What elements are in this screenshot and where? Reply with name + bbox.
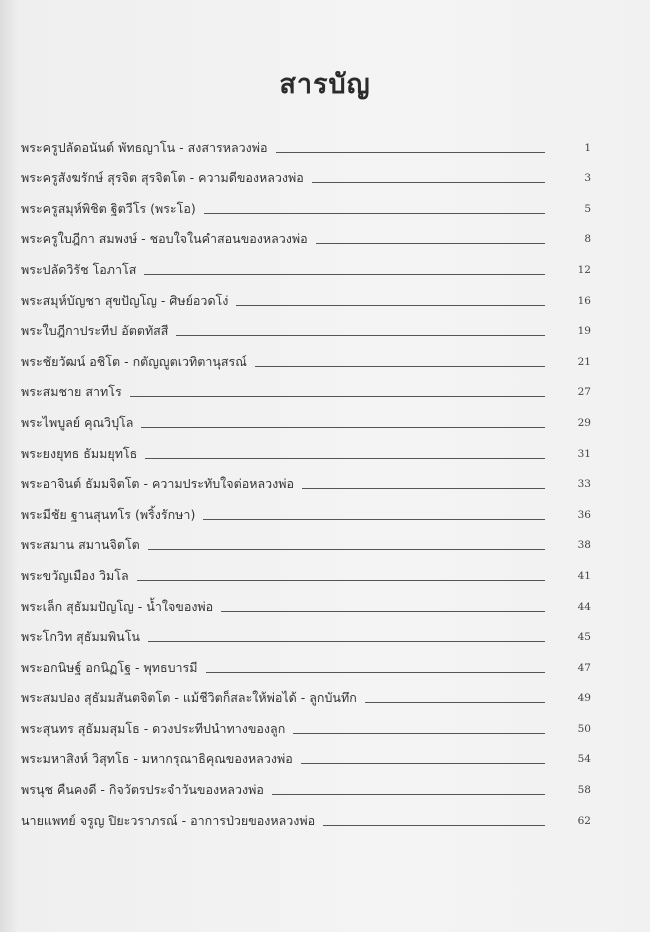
toc-leader-line: [323, 825, 545, 826]
toc-entry: [21, 799, 591, 830]
toc-entry-title: นายแพทย์ จรูญ ปิยะวราภรณ์ - อาการป่วยของหลวงพ่อ: [21, 812, 316, 828]
toc-entry: [21, 126, 591, 157]
toc-leader-line: [204, 213, 545, 214]
toc-page-number: 62: [577, 814, 591, 827]
toc-leader-line: [148, 549, 545, 550]
toc-entry-title: พระโกวิท สุธัมมพินโน: [21, 629, 140, 645]
toc-leader-line: [221, 611, 545, 612]
toc-leader-line: [137, 580, 545, 581]
toc-page-number: 49: [577, 692, 591, 705]
toc-leader-line: [141, 427, 545, 428]
toc-entry-title: พระขวัญเมือง วิมโล: [21, 567, 129, 583]
toc-entry-title: พระไพบูลย์ คุณวิปุโล: [21, 414, 134, 430]
toc-entry: [21, 340, 591, 371]
toc-entry-title: พระสุนทร สุธัมมสุมโธ - ดวงประทีปนำทางของลูก: [21, 720, 286, 736]
page-title: สารบัญ: [279, 69, 371, 100]
toc-leader-line: [203, 519, 545, 520]
toc-leader-line: [206, 672, 546, 673]
toc-leader-line: [130, 396, 545, 397]
toc-page-number: 33: [577, 478, 591, 491]
toc-entry: [21, 524, 591, 555]
toc-leader-line: [312, 182, 545, 183]
toc-entry-title: พระใบฎีกาประทีป อัตตทัสสี: [21, 323, 169, 339]
toc-leader-line: [365, 702, 545, 703]
toc-page-number: 38: [577, 539, 591, 552]
toc-leader-line: [176, 335, 545, 336]
toc-entry: [21, 707, 591, 738]
toc-entry-title: พระสมุห์บัญชา สุขปัญโญ - ศิษย์อวดโง่: [21, 292, 229, 308]
toc-entry-title: พระครูสังฆรักษ์ สุรจิต สุรจิตโต - ความดีของหลวงพ่อ: [21, 170, 304, 186]
toc-entry-title: พระครูปลัดอนันต์ พัทธญาโน - สงสารหลวงพ่อ: [21, 139, 268, 155]
toc-entry: [21, 677, 591, 708]
toc-page-number: 54: [577, 753, 591, 766]
toc-page-number: 45: [577, 631, 591, 644]
toc-page-number: 19: [577, 325, 591, 338]
toc-entry-title: พระครูสมุห์พิชิต ฐิตวีโร (พระโอ): [21, 200, 196, 216]
toc-entry: [21, 187, 591, 218]
toc-leader-line: [255, 366, 545, 367]
toc-leader-line: [148, 641, 545, 642]
toc-page-number: 27: [577, 386, 591, 399]
toc-page-number: 8: [584, 233, 591, 246]
toc-entry: [21, 432, 591, 463]
toc-page-number: 58: [577, 784, 591, 797]
toc-leader-line: [236, 305, 545, 306]
toc-leader-line: [144, 274, 545, 275]
toc-leader-line: [293, 733, 545, 734]
toc-entry-title: พรนุช คืนคงดี - กิจวัตรประจำวันของหลวงพ่อ: [21, 782, 264, 798]
toc-leader-line: [272, 794, 545, 795]
toc-entry-title: พระอาจินต์ ธัมมจิตโต - ความประทับใจต่อหลวงพ่อ: [21, 476, 294, 492]
toc-page-number: 12: [577, 263, 591, 276]
toc-entry-title: พระอกนิษฐ์ อกนิฏโฐ - พุทธบารมี: [21, 659, 198, 675]
toc-entry: [21, 646, 591, 677]
toc-entry: [21, 585, 591, 616]
toc-entry: [21, 738, 591, 769]
toc-entry: [21, 157, 591, 188]
table-of-contents: [21, 126, 591, 830]
toc-entry: [21, 554, 591, 585]
toc-entry: [21, 371, 591, 402]
toc-entry-title: พระครูใบฎีกา สมพงษ์ - ชอบใจในคำสอนของหลวงพ่อ: [21, 231, 308, 247]
toc-entry: [21, 279, 591, 310]
toc-entry: [21, 493, 591, 524]
toc-entry-title: พระยงยุทธ ธัมมยุทโธ: [21, 445, 138, 461]
toc-page-number: 21: [577, 355, 591, 368]
toc-entry-title: พระมหาสิงห์ วิสุทโธ - มหากรุณาธิคุณของหลวงพ่อ: [21, 751, 293, 767]
toc-page-number: 31: [577, 447, 591, 460]
toc-entry: [21, 310, 591, 341]
toc-leader-line: [276, 152, 545, 153]
toc-page-number: 16: [577, 294, 591, 307]
toc-page-number: 50: [577, 722, 591, 735]
toc-leader-line: [145, 458, 545, 459]
toc-entry-title: พระมีชัย ฐานสุนทโร (พริ้งรักษา): [21, 506, 196, 522]
toc-page-number: 1: [584, 141, 591, 154]
toc-entry: [21, 401, 591, 432]
toc-entry: [21, 768, 591, 799]
toc-page-number: 5: [584, 202, 591, 215]
toc-entry: [21, 616, 591, 647]
toc-page-number: 47: [577, 661, 591, 674]
toc-entry: [21, 218, 591, 249]
toc-entry-title: พระสมปอง สุธัมมสันตจิตโต - แม้ชีวิตก็สละให้พ่อได้ - ลูกบันทึก: [21, 690, 357, 706]
toc-entry-title: พระชัยวัฒน์ อชิโต - กตัญญูตเวทิตานุสรณ์: [21, 353, 247, 369]
toc-page-number: 3: [584, 172, 591, 185]
toc-leader-line: [316, 243, 545, 244]
toc-entry-title: พระสมาน สมานจิตโต: [21, 537, 140, 553]
toc-entry: [21, 463, 591, 494]
toc-page-number: 44: [577, 600, 591, 613]
toc-entry-title: พระสมชาย สาทโร: [21, 384, 122, 400]
toc-entry-title: พระเล็ก สุธัมมปัญโญ - น้ำใจของพ่อ: [21, 598, 214, 614]
toc-leader-line: [302, 488, 545, 489]
toc-page-number: 29: [577, 416, 591, 429]
toc-page-number: 36: [577, 508, 591, 521]
toc-entry: [21, 248, 591, 279]
toc-entry-title: พระปลัดวิรัช โอภาโส: [21, 261, 137, 277]
toc-leader-line: [301, 763, 545, 764]
toc-page-number: 41: [577, 569, 591, 582]
